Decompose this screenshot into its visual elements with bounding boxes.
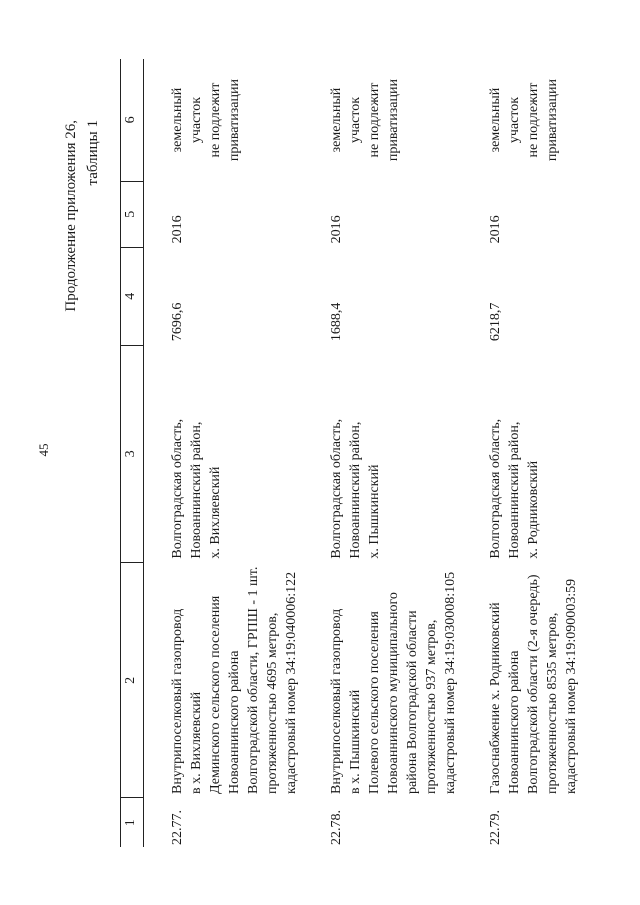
row-number: 22.77.: [170, 810, 185, 845]
name-line: Внутрипоселковый газопровод: [329, 608, 344, 794]
status-line: приватизации: [386, 79, 401, 162]
header-col-4: 4: [121, 247, 144, 345]
status-line: участок: [189, 96, 204, 144]
object-value: 7696,6: [170, 302, 185, 342]
location-line: Новоаннинский район,: [189, 421, 204, 559]
object-location: [303, 345, 462, 562]
status-line: не подлежит: [526, 82, 541, 158]
header-col-5: 5: [121, 181, 144, 247]
location-line: Волгоградская область,: [488, 418, 503, 559]
status-line: земельный: [488, 87, 503, 153]
header-col-3: 3: [121, 345, 144, 562]
status-line: приватизации: [227, 79, 242, 162]
name-line: в х. Пышкинский: [348, 689, 363, 794]
name-line: Новоаннинского района: [227, 650, 242, 794]
table-row: [144, 59, 304, 847]
name-line: в х. Вихляевский: [189, 691, 204, 794]
object-year: 2016: [170, 215, 185, 244]
location-line: х. Родниковский: [526, 460, 541, 559]
name-line: Волгоградской области (2-я очередь): [526, 574, 541, 794]
object-name: [144, 563, 304, 798]
name-line: Новоаннинского муниципального: [386, 592, 401, 794]
status-line: участок: [348, 96, 363, 144]
registry-table: [120, 59, 604, 847]
location-line: Новоаннинский район,: [507, 421, 522, 559]
object-name: [303, 563, 462, 798]
status-line: земельный: [170, 87, 185, 153]
name-line: Волгоградской области, ГРПШ - 1 шт.: [246, 566, 261, 794]
location-line: х. Вихляевский: [208, 466, 223, 559]
object-status: [144, 59, 304, 181]
object-value: 6218,7: [488, 302, 503, 342]
header-col-6: 6: [121, 59, 144, 181]
status-line: не подлежит: [367, 82, 382, 158]
location-line: Новоаннинский район,: [348, 421, 363, 559]
object-status: [462, 59, 604, 181]
header-col-1: 1: [121, 798, 144, 847]
name-line: Деминского сельского поселения: [208, 595, 223, 794]
table-header-row: [121, 59, 144, 847]
status-line: приватизации: [545, 79, 560, 162]
name-line: Полевого сельского поселения: [367, 611, 382, 794]
object-location: [462, 345, 604, 562]
name-line: кадастровый номер 34:19:090003:59: [564, 578, 579, 794]
location-line: Волгоградская область,: [329, 418, 344, 559]
object-value: 1688,4: [329, 302, 344, 342]
row-number: 22.79.: [488, 810, 503, 845]
name-line: кадастровый номер 34:19:040006:122: [284, 571, 299, 794]
continuation-line-2: таблицы 1: [85, 120, 101, 186]
continuation-note: [60, 120, 104, 312]
page-number: 45: [36, 443, 51, 457]
name-line: протяженностью 937 метров,: [424, 619, 439, 794]
name-line: района Волгоградской области: [405, 610, 420, 794]
object-name: [462, 563, 604, 798]
table-row: [303, 59, 462, 847]
object-location: [144, 345, 304, 562]
object-status: [303, 59, 462, 181]
status-line: участок: [507, 96, 522, 144]
object-year: 2016: [329, 215, 344, 244]
row-number: 22.78.: [329, 810, 344, 845]
location-line: Волгоградская область,: [170, 418, 185, 559]
name-line: Внутрипоселковый газопровод: [170, 608, 185, 794]
name-line: протяженностью 4695 метров,: [265, 612, 280, 794]
header-col-2: 2: [121, 563, 144, 798]
location-line: х. Пышкинский: [367, 464, 382, 559]
continuation-line-1: Продолжение приложения 26,: [63, 120, 79, 312]
table-row: [462, 59, 604, 847]
status-line: земельный: [329, 87, 344, 153]
object-year: 2016: [488, 215, 503, 244]
name-line: протяженностью 8535 метров,: [545, 612, 560, 794]
name-line: Новоаннинского района: [507, 650, 522, 794]
name-line: кадастровый номер 34:19:030008:105: [443, 571, 458, 794]
status-line: не подлежит: [208, 82, 223, 158]
name-line: Газоснабжение х. Родниковский: [488, 602, 503, 794]
